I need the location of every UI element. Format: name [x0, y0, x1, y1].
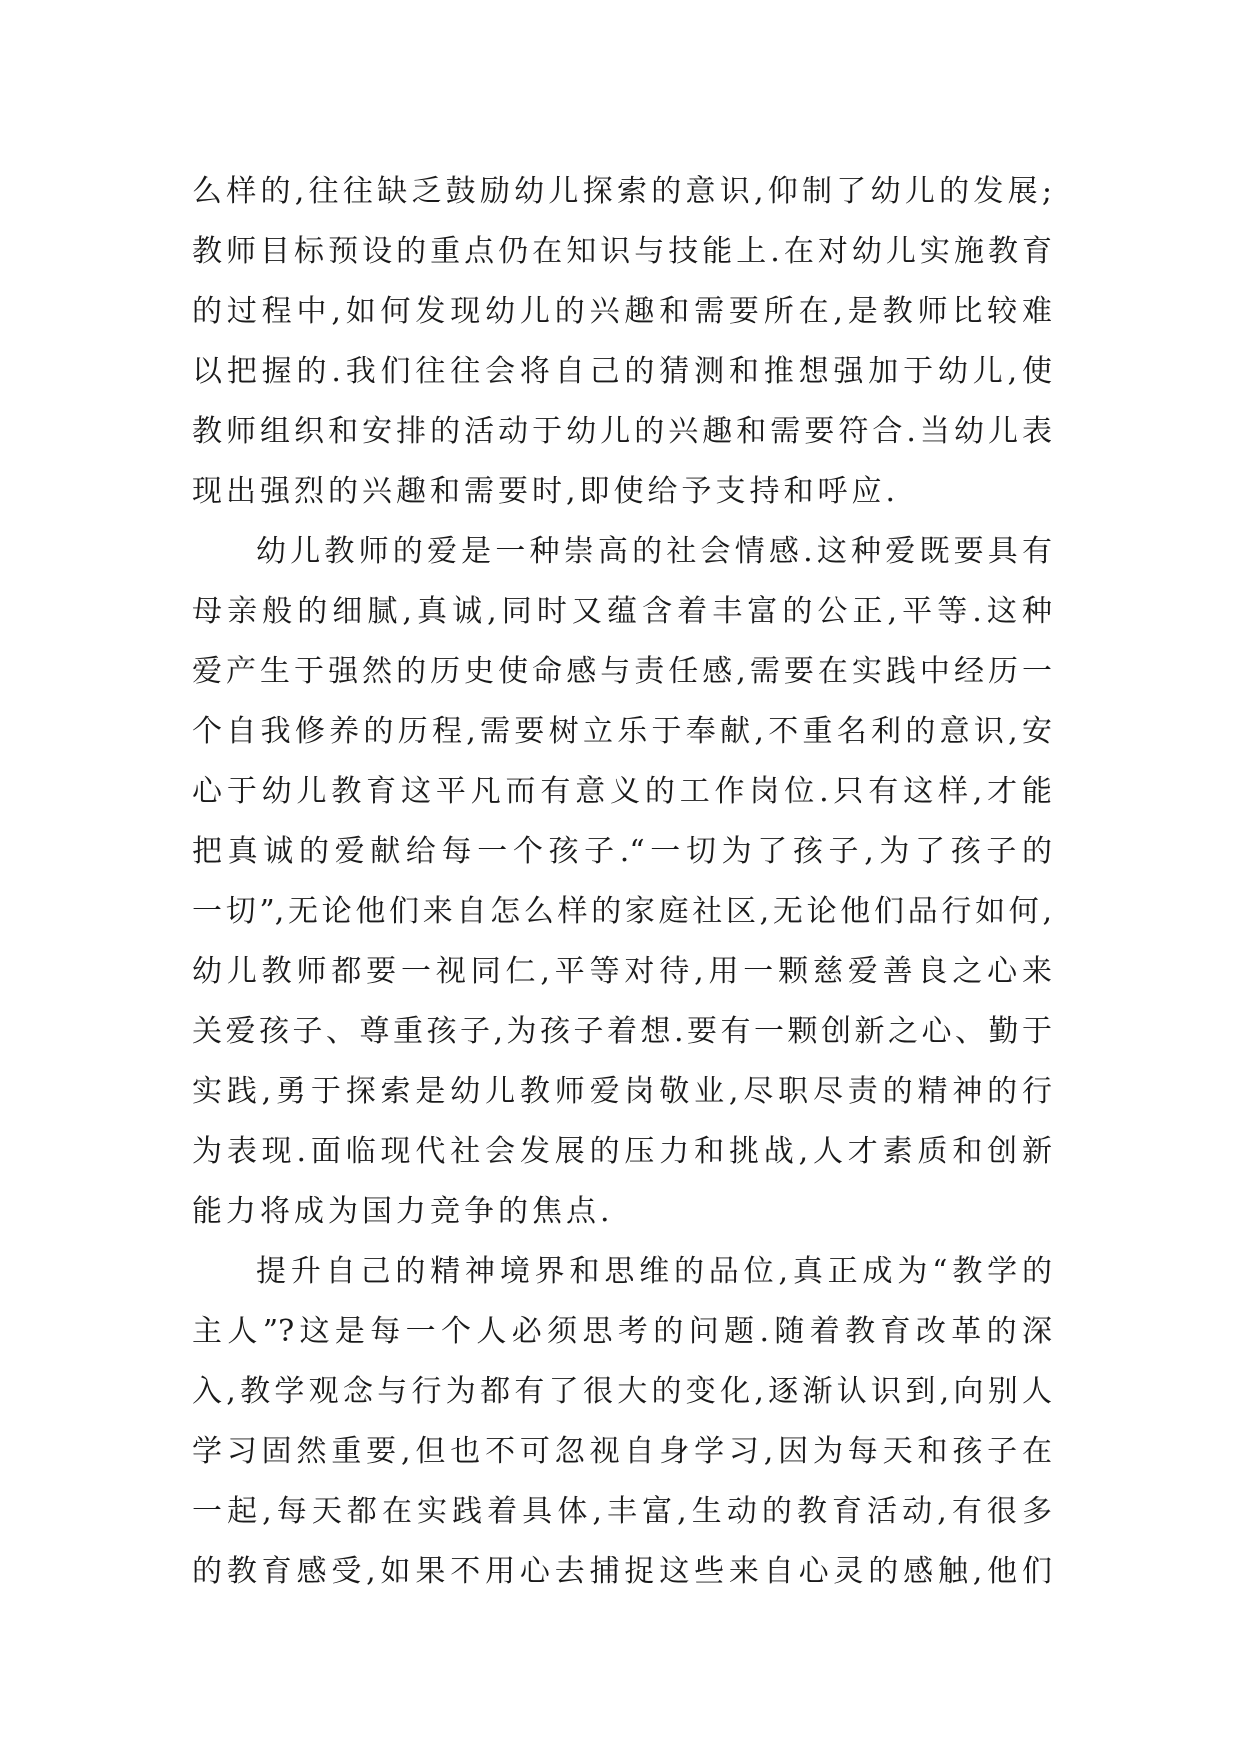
text-line: 个自我修养的历程,需要树立乐于奉献,不重名利的意识,安 [192, 714, 1052, 749]
text-line: 教师组织和安排的活动于幼儿的兴趣和需要符合.当幼儿表 [192, 414, 1052, 449]
paragraph-first-line: 幼儿教师的爱是一种崇高的社会情感.这种爱既要具有 [256, 534, 1052, 569]
text-line: 母亲般的细腻,真诚,同时又蕴含着丰富的公正,平等.这种 [192, 594, 1052, 629]
text-line: 教师目标预设的重点仍在知识与技能上.在对幼儿实施教育 [192, 234, 1052, 269]
text-line: 心于幼儿教育这平凡而有意义的工作岗位.只有这样,才能 [192, 774, 1052, 809]
text-line: 一起,每天都在实践着具体,丰富,生动的教育活动,有很多 [192, 1494, 1052, 1529]
text-line: 能力将成为国力竞争的焦点. [192, 1194, 614, 1229]
text-line: 关爱孩子、尊重孩子,为孩子着想.要有一颗创新之心、勤于 [192, 1014, 1052, 1049]
text-line: 的教育感受,如果不用心去捕捉这些来自心灵的感触,他们 [192, 1554, 1052, 1589]
text-line: 把真诚的爱献给每一个孩子.“一切为了孩子,为了孩子的 [192, 834, 1052, 869]
text-line: 么样的,往往缺乏鼓励幼儿探索的意识,仰制了幼儿的发展; [192, 174, 1052, 209]
body-text [192, 162, 1052, 1602]
text-line: 的过程中,如何发现幼儿的兴趣和需要所在,是教师比较难 [192, 294, 1052, 329]
text-line: 入,教学观念与行为都有了很大的变化,逐渐认识到,向别人 [192, 1374, 1052, 1409]
text-line: 一切”,无论他们来自怎么样的家庭社区,无论他们品行如何, [192, 894, 1052, 929]
text-line: 以把握的.我们往往会将自己的猜测和推想强加于幼儿,使 [192, 354, 1052, 389]
text-line: 幼儿教师都要一视同仁,平等对待,用一颗慈爱善良之心来 [192, 954, 1052, 989]
text-line: 爱产生于强然的历史使命感与责任感,需要在实践中经历一 [192, 654, 1052, 689]
text-line: 主人”?这是每一个人必须思考的问题.随着教育改革的深 [192, 1314, 1052, 1349]
text-line: 现出强烈的兴趣和需要时,即使给予支持和呼应. [192, 474, 900, 509]
text-line: 实践,勇于探索是幼儿教师爱岗敬业,尽职尽责的精神的行 [192, 1074, 1052, 1109]
text-line: 学习固然重要,但也不可忽视自身学习,因为每天和孩子在 [192, 1434, 1052, 1469]
paragraph-first-line: 提升自己的精神境界和思维的品位,真正成为“教学的 [256, 1254, 1052, 1289]
text-line: 为表现.面临现代社会发展的压力和挑战,人才素质和创新 [192, 1134, 1052, 1169]
